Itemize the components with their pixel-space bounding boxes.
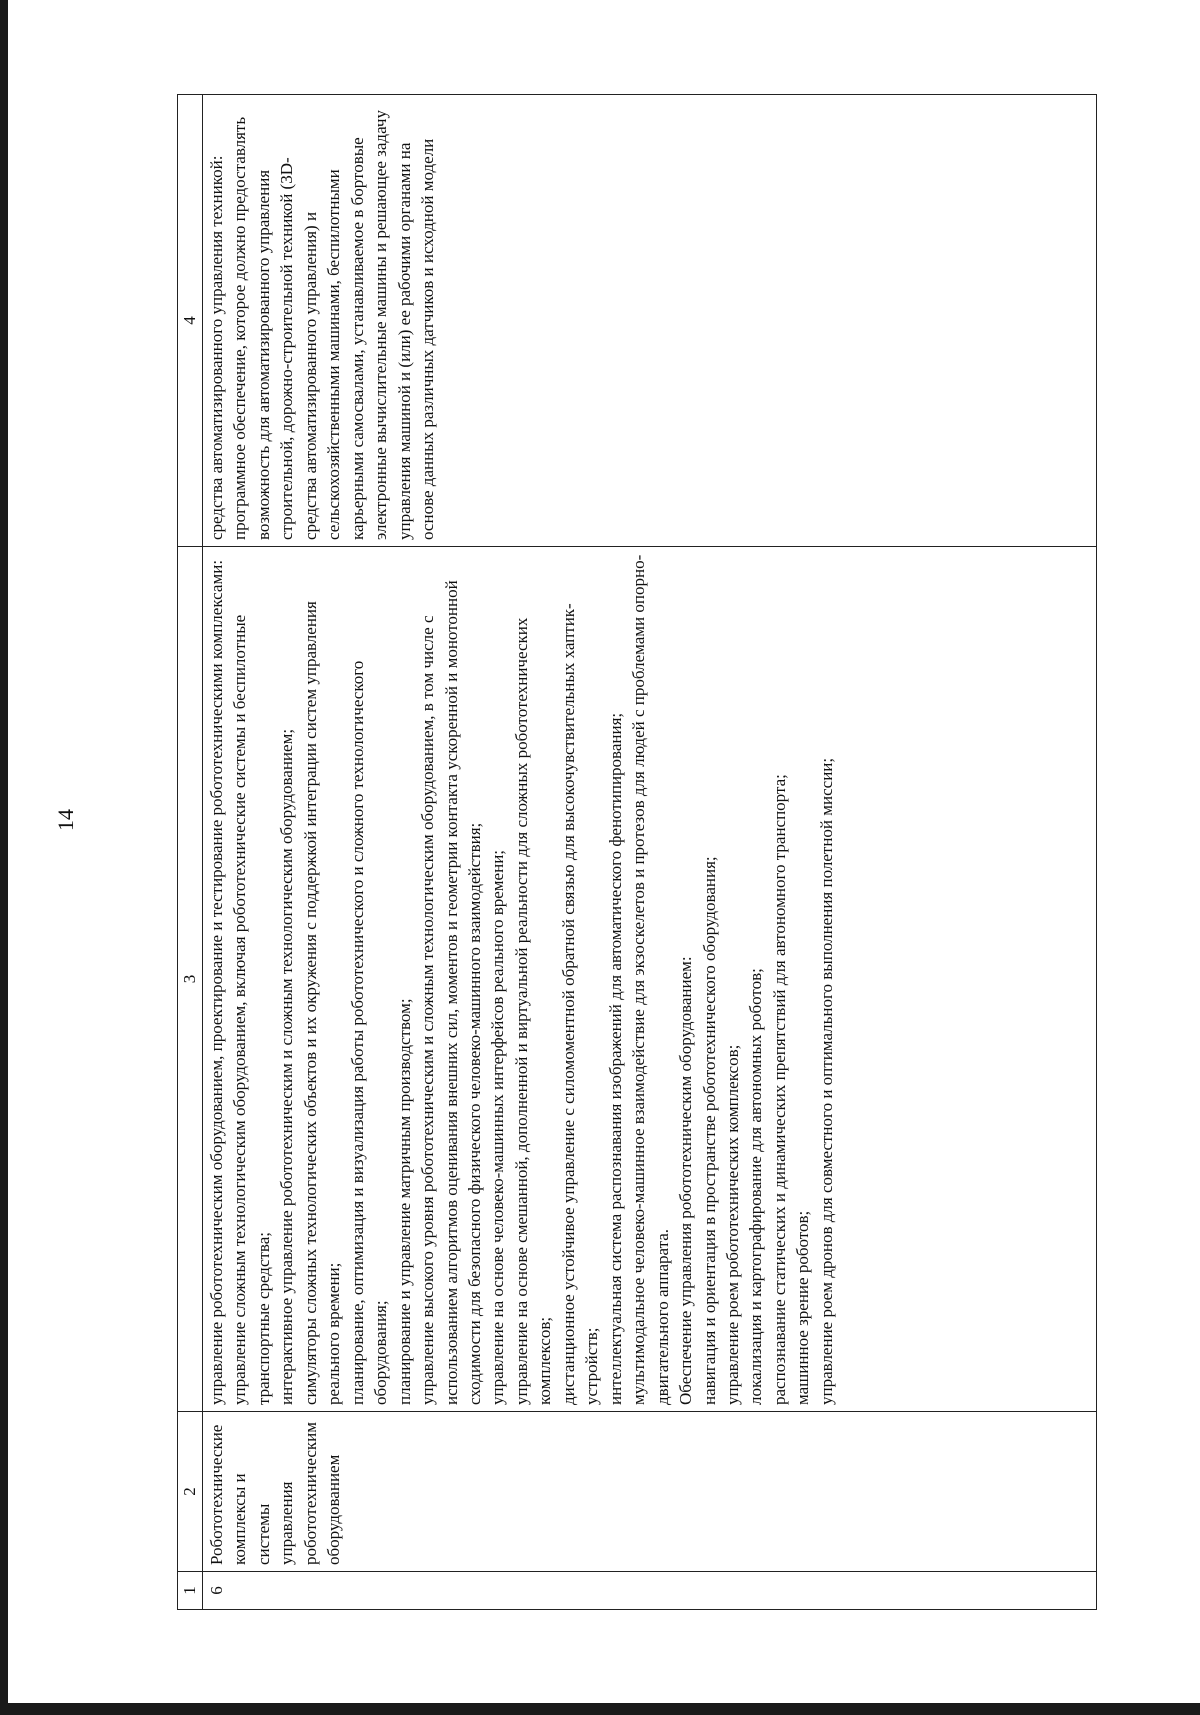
header-col-4: 4 [178,95,203,547]
table-header-row [178,95,203,1610]
header-col-3: 3 [178,547,203,1412]
requirements-table [177,94,1097,1610]
row-name: Робототехнические комплексы и системы управления робототехническим оборудованием [203,1412,1097,1572]
header-col-1: 1 [178,1572,203,1610]
row-col3: управление робототехническим оборудованием, проектирование и тестирование робототехническими комплексами: управление сложным технологическим оборудованием, включая робототехнические системы и беспилотные транспортные средства; интерактивное управление робототехническим и сложным технологическим оборудованием; симуляторы сложных технологических объектов и их окружения с поддержкой интеграции систем управления реального времени; планирование, оптимизация и визуализация работы робототехнического и сложного технологического оборудования; планирование и управление матричным производством; управление высокого уровня робототехническим и сложным технологическим оборудованием, в том числе с использованием алгоритмов оценивания внешних сил, моментов и геометрии контакта ускоренной и монотонной сходимости для безопасного физического человеко-машинного взаимодействия; управление на основе человеко-машинных интерфейсов реального времени; управление на основе смешанной, дополненной и виртуальной реальности для сложных робототехнических комплексов; дистанционное устойчивое управление с силомоментной обратной связью для высокочувствительных хаптик-устройств; интеллектуальная система распознавания изображений для автоматического фенотипирования; мультимодальное человеко-машинное взаимодействие для экзоскелетов и протезов для людей с проблемами опорно-двигательного аппарата. Обеспечение управления робототехническим оборудованием: навигация и ориентация в пространстве робототехнического оборудования; управление роем робототехнических комплексов; локализация и картографирование для автономных роботов; распознавание статических и динамических препятствий для автономного транспорта; машинное зрение роботов; управление роем дронов для совместного и оптимального выполнения полетной миссии; [203,547,1097,1412]
row-number: 6 [203,1572,1097,1610]
header-col-2: 2 [178,1412,203,1572]
row-col4: средства автоматизированного управления техникой: программное обеспечение, которое должно предоставлять возможность для автоматизированного управления строительной, дорожно-строительной техникой (3D-средства автоматизированного управления) и сельскохозяйственными машинами, беспилотными карьерными самосвалами, устанавливаемое в бортовые электронные вычислительные машины и решающее задачу управления машиной и (или) ее рабочими органами на основе данных различных датчиков и исходной модели [203,95,1097,547]
scan-border-bottom [0,1703,1200,1715]
rotated-table-wrapper [177,95,1097,1610]
table-row [203,95,1097,1610]
scan-border-left [0,0,8,1715]
page-number: 14 [53,809,78,831]
